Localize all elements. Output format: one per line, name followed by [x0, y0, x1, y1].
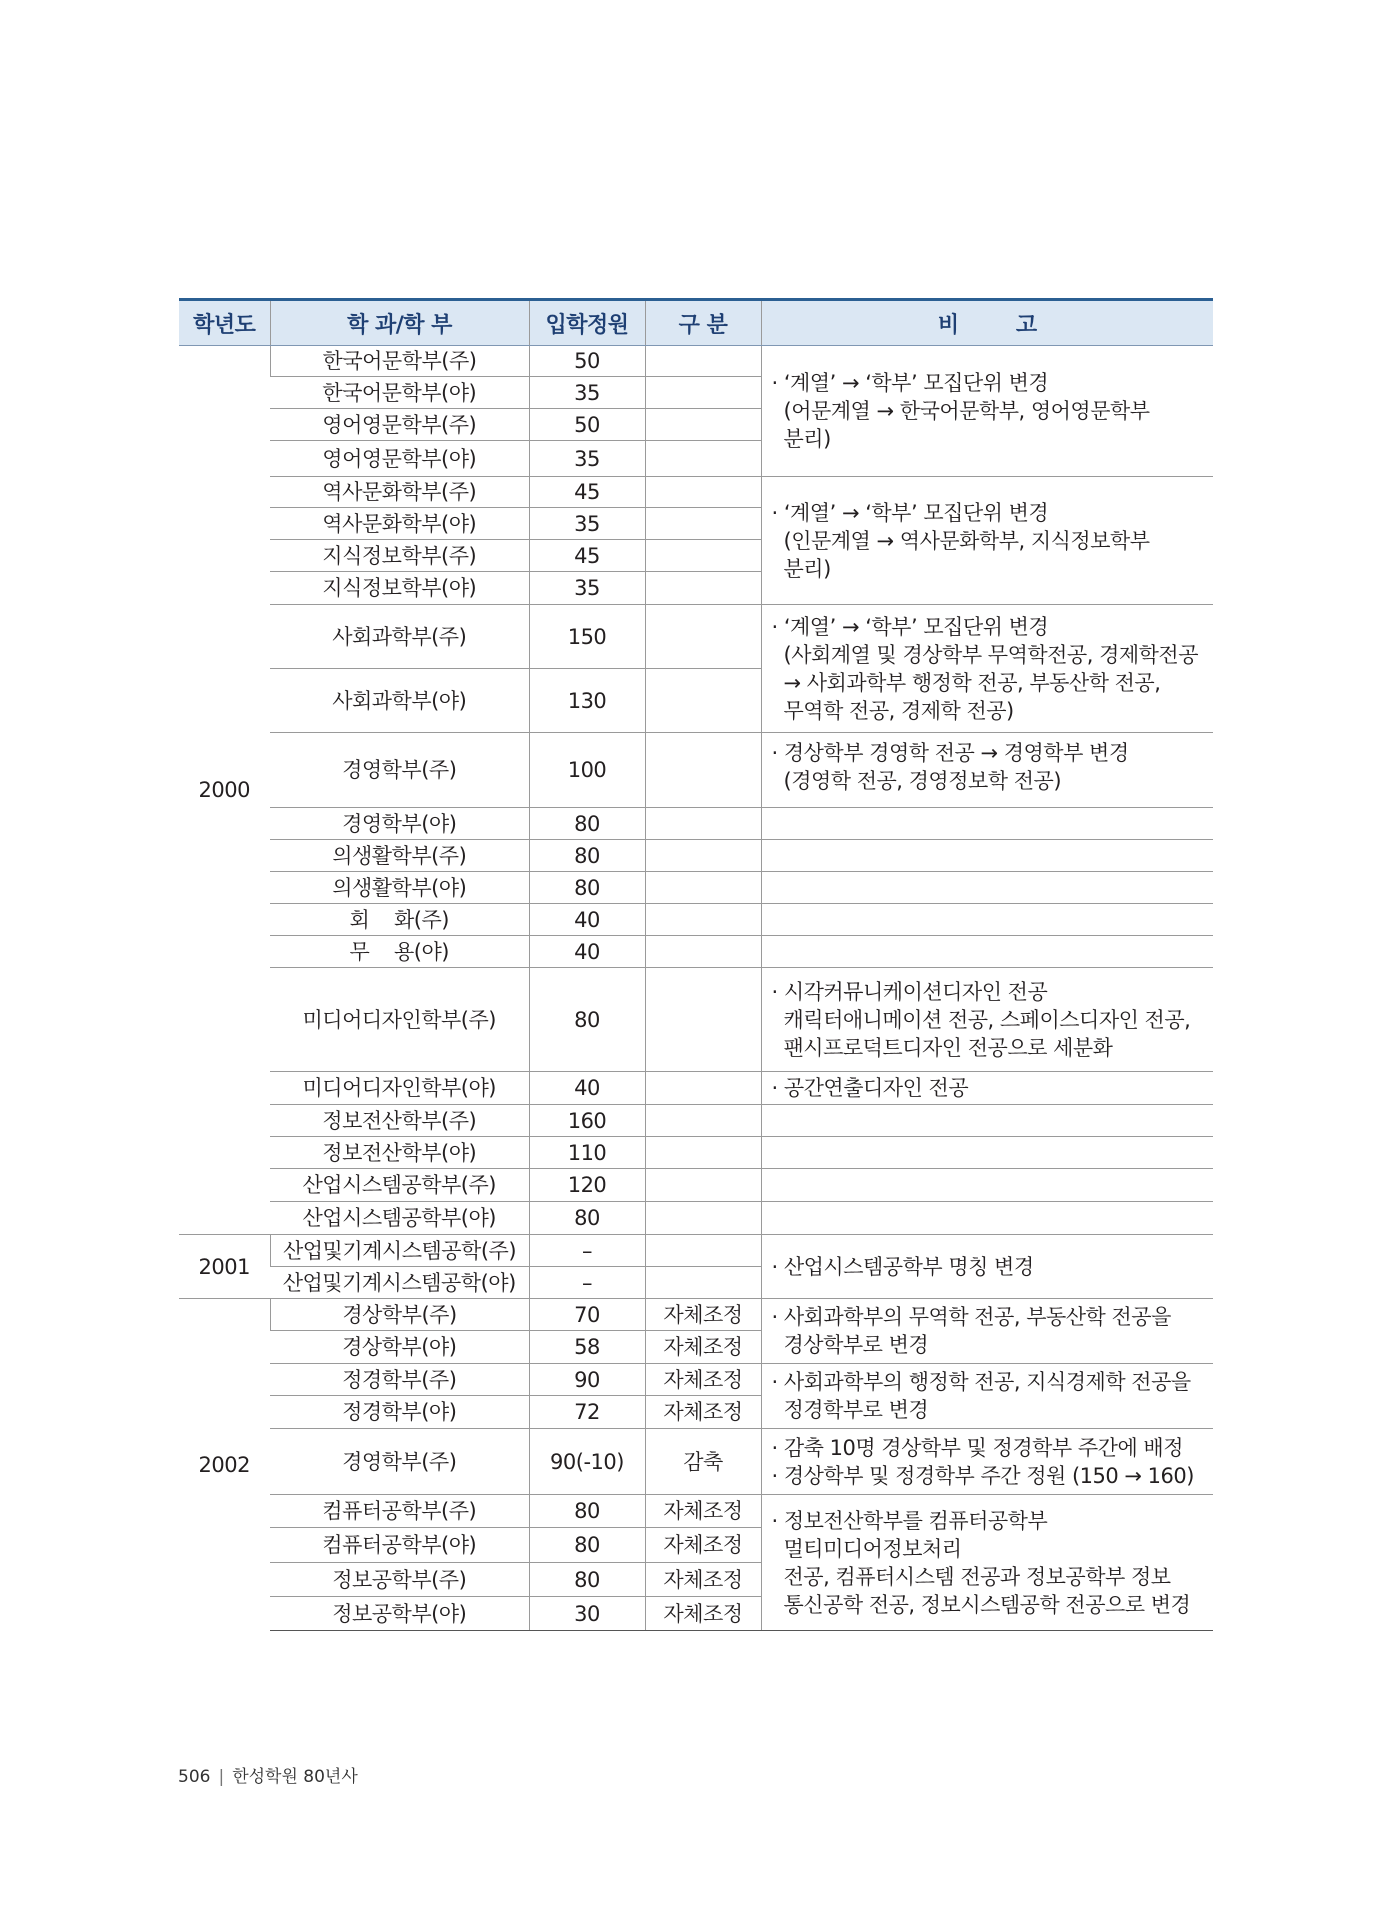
dept-cell: 지식정보학부(야): [270, 572, 529, 605]
quota-cell: 40: [529, 936, 645, 968]
remark-cell: [761, 808, 1213, 840]
remark-cell: [761, 968, 1213, 1072]
quota-cell: 45: [529, 477, 645, 508]
remark-cell: [761, 1072, 1213, 1105]
quota-cell: 40: [529, 1072, 645, 1105]
table-row: [179, 840, 1213, 872]
page-footer: [178, 1762, 358, 1787]
table-row: [179, 904, 1213, 936]
remark-cell: [761, 477, 1213, 605]
quota-cell: 80: [529, 840, 645, 872]
remark-cell: [761, 872, 1213, 904]
remark-line: (어문계열 → 한국어문학부, 영어영문학부: [783, 399, 1150, 423]
category-cell: [645, 1105, 761, 1137]
remark-line: 통신공학 전공, 정보시스템공학 전공으로 변경: [783, 1592, 1191, 1617]
dept-cell: 영어영문학부(야): [270, 441, 529, 477]
quota-cell: 90(-10): [529, 1429, 645, 1495]
dept-cell: 역사문화학부(야): [270, 508, 529, 540]
category-cell: [645, 508, 761, 540]
quota-cell: –: [529, 1235, 645, 1267]
category-cell: 자체조정: [645, 1364, 761, 1396]
quota-cell: 80: [529, 968, 645, 1072]
table-row: [179, 733, 1213, 808]
remark-line: · 사회과학부의 행정학 전공, 지식경제학 전공을: [771, 1370, 1191, 1394]
quota-cell: 50: [529, 346, 645, 377]
remark-cell: [761, 346, 1213, 477]
quota-cell: 35: [529, 572, 645, 605]
table-row: [179, 968, 1213, 1072]
quota-cell: 110: [529, 1137, 645, 1169]
remark-cell: [761, 1105, 1213, 1137]
table-row: [179, 1105, 1213, 1137]
remark-line: 정경학부로 변경: [783, 1398, 929, 1422]
quota-cell: 40: [529, 904, 645, 936]
dept-cell: 한국어문학부(주): [270, 346, 529, 377]
admission-quota-table: [179, 298, 1213, 1631]
header-department: 학 과/학 부: [270, 300, 529, 346]
quota-cell: 120: [529, 1169, 645, 1202]
remark-line: (인문계열 → 역사문화학부, 지식정보학부: [783, 528, 1150, 553]
remark-line: → 사회과학부 행정학 전공, 부동산학 전공,: [783, 670, 1161, 695]
dept-cell: 역사문화학부(주): [270, 477, 529, 508]
table-row: [179, 1299, 1213, 1331]
remark-cell: [761, 1137, 1213, 1169]
dept-cell: 정보공학부(주): [270, 1563, 529, 1597]
table-row: [179, 1202, 1213, 1235]
remark-cell: [761, 1235, 1213, 1299]
table-row: [179, 1364, 1213, 1396]
category-cell: 자체조정: [645, 1597, 761, 1631]
dept-cell: 산업및기계시스템공학(야): [270, 1267, 529, 1299]
quota-cell: 80: [529, 1563, 645, 1597]
category-cell: [645, 1137, 761, 1169]
category-cell: [645, 808, 761, 840]
remark-line: · 경상학부 및 정경학부 주간 정원 (150 → 160): [771, 1463, 1194, 1488]
category-cell: [645, 441, 761, 477]
category-cell: [645, 904, 761, 936]
table-row: [179, 477, 1213, 508]
dept-cell: 회 화(주): [270, 904, 529, 936]
category-cell: 자체조정: [645, 1563, 761, 1597]
quota-cell: 30: [529, 1597, 645, 1631]
dept-cell: 경영학부(주): [270, 733, 529, 808]
category-cell: 자체조정: [645, 1299, 761, 1331]
table-row: [179, 808, 1213, 840]
table-header-row: [179, 300, 1213, 346]
dept-cell: 의생활학부(주): [270, 840, 529, 872]
dept-cell: 정경학부(야): [270, 1396, 529, 1429]
remark-cell: [761, 605, 1213, 733]
table-row: [179, 1429, 1213, 1495]
book-title: 한성학원 80년사: [232, 1767, 358, 1787]
quota-cell: 80: [529, 1202, 645, 1235]
remark-cell: [761, 1364, 1213, 1429]
table-row: [179, 1169, 1213, 1202]
category-cell: [645, 872, 761, 904]
category-cell: [645, 840, 761, 872]
category-cell: [645, 936, 761, 968]
category-cell: 감축: [645, 1429, 761, 1495]
quota-cell: 160: [529, 1105, 645, 1137]
quota-cell: –: [529, 1267, 645, 1299]
remark-cell: [761, 1299, 1213, 1364]
header-category: 구 분: [645, 300, 761, 346]
remark-line: 팬시프로덕트디자인 전공으로 세분화: [783, 1035, 1113, 1060]
quota-cell: 100: [529, 733, 645, 808]
remark-line: 전공, 컴퓨터시스템 전공과 정보공학부 정보: [783, 1564, 1171, 1589]
category-cell: [645, 1169, 761, 1202]
category-cell: [645, 572, 761, 605]
remark-line: · 감축 10명 경상학부 및 정경학부 주간에 배정: [771, 1435, 1183, 1460]
table-row: [179, 1495, 1213, 1528]
quota-cell: 80: [529, 1528, 645, 1563]
category-cell: 자체조정: [645, 1528, 761, 1563]
dept-cell: 의생활학부(야): [270, 872, 529, 904]
remark-line: · ‘계열’ → ‘학부’ 모집단위 변경: [771, 500, 1049, 525]
dept-cell: 컴퓨터공학부(주): [270, 1495, 529, 1528]
remark-cell: [761, 1169, 1213, 1202]
remark-line: · 사회과학부의 무역학 전공, 부동산학 전공을: [771, 1305, 1171, 1329]
category-cell: [645, 477, 761, 508]
remark-line: (사회계열 및 경상학부 무역학전공, 경제학전공: [783, 642, 1199, 667]
dept-cell: 무 용(야): [270, 936, 529, 968]
quota-cell: 150: [529, 605, 645, 669]
remark-line: 분리): [783, 427, 831, 451]
dept-cell: 영어영문학부(주): [270, 409, 529, 441]
quota-cell: 70: [529, 1299, 645, 1331]
quota-cell: 72: [529, 1396, 645, 1429]
dept-cell: 산업시스템공학부(야): [270, 1202, 529, 1235]
table-row: [179, 1072, 1213, 1105]
remark-line: · 정보전산학부를 컴퓨터공학부: [771, 1508, 1048, 1533]
remark-line: · ‘계열’ → ‘학부’ 모집단위 변경: [771, 371, 1049, 395]
remark-line: 무역학 전공, 경제학 전공): [783, 698, 1014, 723]
category-cell: [645, 669, 761, 733]
quota-cell: 35: [529, 441, 645, 477]
dept-cell: 산업시스템공학부(주): [270, 1169, 529, 1202]
remark-cell: [761, 1495, 1213, 1631]
category-cell: [645, 1072, 761, 1105]
category-cell: [645, 409, 761, 441]
table-row: [179, 346, 1213, 377]
dept-cell: 컴퓨터공학부(야): [270, 1528, 529, 1563]
dept-cell: 경상학부(주): [270, 1299, 529, 1331]
quota-cell: 80: [529, 872, 645, 904]
year-cell: 2002: [179, 1299, 270, 1631]
remark-line: · 시각커뮤니케이션디자인 전공: [771, 979, 1048, 1004]
quota-cell: 45: [529, 540, 645, 572]
dept-cell: 산업및기계시스템공학(주): [270, 1235, 529, 1267]
category-cell: 자체조정: [645, 1495, 761, 1528]
footer-separator: |: [218, 1767, 225, 1787]
dept-cell: 경상학부(야): [270, 1331, 529, 1364]
category-cell: [645, 540, 761, 572]
dept-cell: 사회과학부(야): [270, 669, 529, 733]
quota-cell: 90: [529, 1364, 645, 1396]
dept-cell: 경영학부(야): [270, 808, 529, 840]
quota-cell: 58: [529, 1331, 645, 1364]
category-cell: [645, 346, 761, 377]
category-cell: [645, 733, 761, 808]
category-cell: [645, 968, 761, 1072]
category-cell: [645, 605, 761, 669]
quota-cell: 35: [529, 377, 645, 409]
page-number: 506: [178, 1767, 211, 1787]
year-cell: 2001: [179, 1235, 270, 1299]
dept-cell: 미디어디자인학부(야): [270, 1072, 529, 1105]
dept-cell: 사회과학부(주): [270, 605, 529, 669]
remark-cell: [761, 1429, 1213, 1495]
category-cell: [645, 1235, 761, 1267]
dept-cell: 경영학부(주): [270, 1429, 529, 1495]
category-cell: 자체조정: [645, 1331, 761, 1364]
table-row: [179, 1235, 1213, 1267]
remark-line: 캐릭터애니메이션 전공, 스페이스디자인 전공,: [783, 1007, 1191, 1032]
table-row: [179, 936, 1213, 968]
dept-cell: 미디어디자인학부(주): [270, 968, 529, 1072]
quota-cell: 80: [529, 808, 645, 840]
remark-cell: [761, 936, 1213, 968]
quota-cell: 80: [529, 1495, 645, 1528]
category-cell: 자체조정: [645, 1396, 761, 1429]
header-quota: 입학정원: [529, 300, 645, 346]
remark-line: · 경상학부 경영학 전공 → 경영학부 변경: [771, 741, 1129, 765]
year-cell: 2000: [179, 346, 270, 1235]
quota-cell: 130: [529, 669, 645, 733]
dept-cell: 정보전산학부(주): [270, 1105, 529, 1137]
dept-cell: 지식정보학부(주): [270, 540, 529, 572]
remark-line: · 공간연출디자인 전공: [771, 1076, 969, 1100]
header-year: 학년도: [179, 300, 270, 346]
remark-line: 경상학부로 변경: [783, 1333, 929, 1357]
category-cell: [645, 1202, 761, 1235]
category-cell: [645, 377, 761, 409]
dept-cell: 한국어문학부(야): [270, 377, 529, 409]
remark-cell: [761, 840, 1213, 872]
dept-cell: 정보전산학부(야): [270, 1137, 529, 1169]
remark-line: 분리): [783, 556, 831, 581]
remark-line: · 산업시스템공학부 명칭 변경: [771, 1254, 1034, 1279]
table-row: [179, 872, 1213, 904]
category-cell: [645, 1267, 761, 1299]
remark-cell: [761, 1202, 1213, 1235]
header-remarks: 비 고: [761, 300, 1213, 346]
remark-line: 멀티미디어정보처리: [783, 1536, 962, 1561]
remark-line: · ‘계열’ → ‘학부’ 모집단위 변경: [771, 614, 1049, 639]
remark-cell: [761, 733, 1213, 808]
remark-cell: [761, 904, 1213, 936]
dept-cell: 정보공학부(야): [270, 1597, 529, 1631]
table-row: [179, 605, 1213, 669]
quota-cell: 35: [529, 508, 645, 540]
table-row: [179, 1137, 1213, 1169]
dept-cell: 정경학부(주): [270, 1364, 529, 1396]
remark-line: (경영학 전공, 경영정보학 전공): [783, 769, 1062, 793]
quota-cell: 50: [529, 409, 645, 441]
